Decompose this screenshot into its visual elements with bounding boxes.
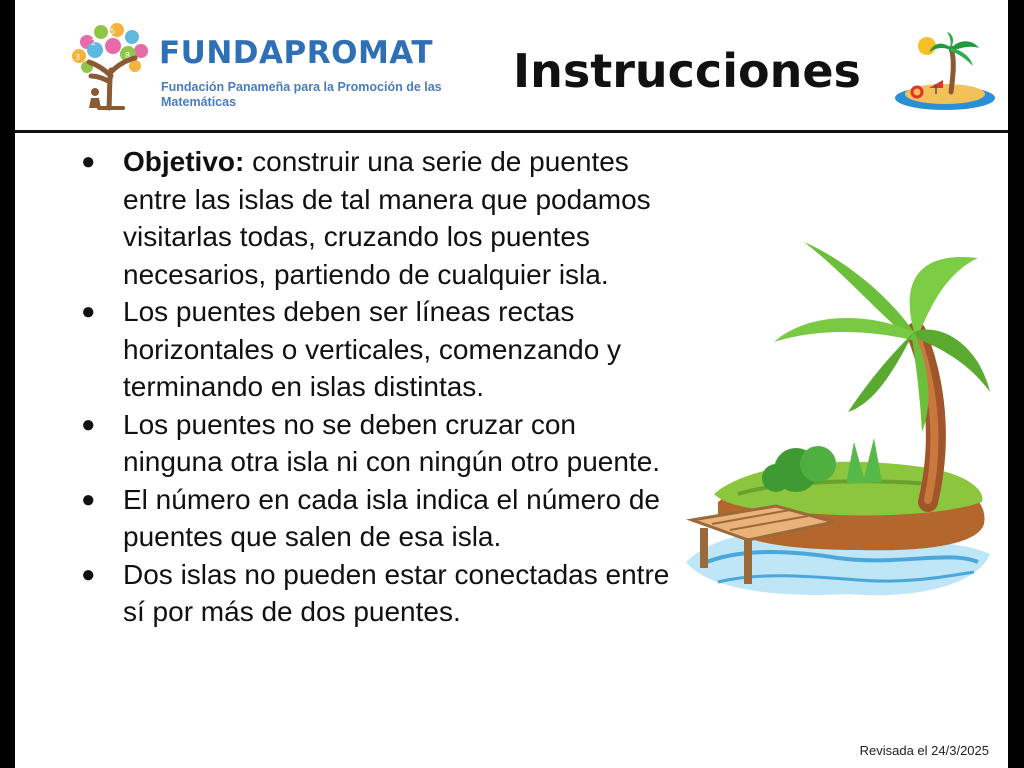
tropical-island-icon xyxy=(893,30,997,112)
bullet-marker: ● xyxy=(81,560,96,588)
logo-name: FUNDAPROMAT xyxy=(159,35,434,71)
bullet-text: Dos islas no pueden estar conectadas entre sí por más de dos puentes. xyxy=(123,558,670,627)
math-tree-logo-icon xyxy=(65,20,157,112)
svg-text:3: 3 xyxy=(75,53,81,62)
svg-text:2: 2 xyxy=(91,38,97,47)
fundapromat-logo xyxy=(65,20,465,115)
bullet-label: Objetivo: xyxy=(123,146,245,177)
revision-date: Revisada el 24/3/2025 xyxy=(859,743,989,758)
list-item xyxy=(77,556,677,631)
bullet-marker: ● xyxy=(81,148,96,175)
bullet-text: Los puentes no se deben cruzar con ninguna otra isla ni con ningún otro puente. xyxy=(123,408,661,477)
list-item xyxy=(77,293,677,406)
bullet-text: Los puentes deben ser líneas rectas horizontales o verticales, comenzando y terminando en islas distintas. xyxy=(123,296,622,402)
header-divider xyxy=(15,130,1008,133)
bullet-text: construir una serie de puentes entre las islas de tal manera que podamos visitarlas todas, cruzando los puentes necesarios, partiendo de cualquier isla. xyxy=(123,146,651,290)
bullet-marker: ● xyxy=(81,298,96,325)
bullet-marker: ● xyxy=(81,485,96,513)
instructions-list xyxy=(77,143,677,631)
svg-text:5: 5 xyxy=(110,27,116,36)
svg-text:8: 8 xyxy=(125,51,131,60)
slide xyxy=(15,0,1008,768)
list-item xyxy=(77,406,677,481)
logo-subtitle: Fundación Panameña para la Promoción de las Matemáticas xyxy=(161,80,442,109)
header xyxy=(15,0,1008,130)
palm-island-dock-icon xyxy=(678,232,998,604)
list-item xyxy=(77,481,677,556)
page-title: Instrucciones xyxy=(513,44,861,98)
bullet-marker: ● xyxy=(81,410,96,438)
bullet-text: El número en cada isla indica el número de puentes que salen de esa isla. xyxy=(123,483,660,552)
list-item xyxy=(77,143,677,293)
